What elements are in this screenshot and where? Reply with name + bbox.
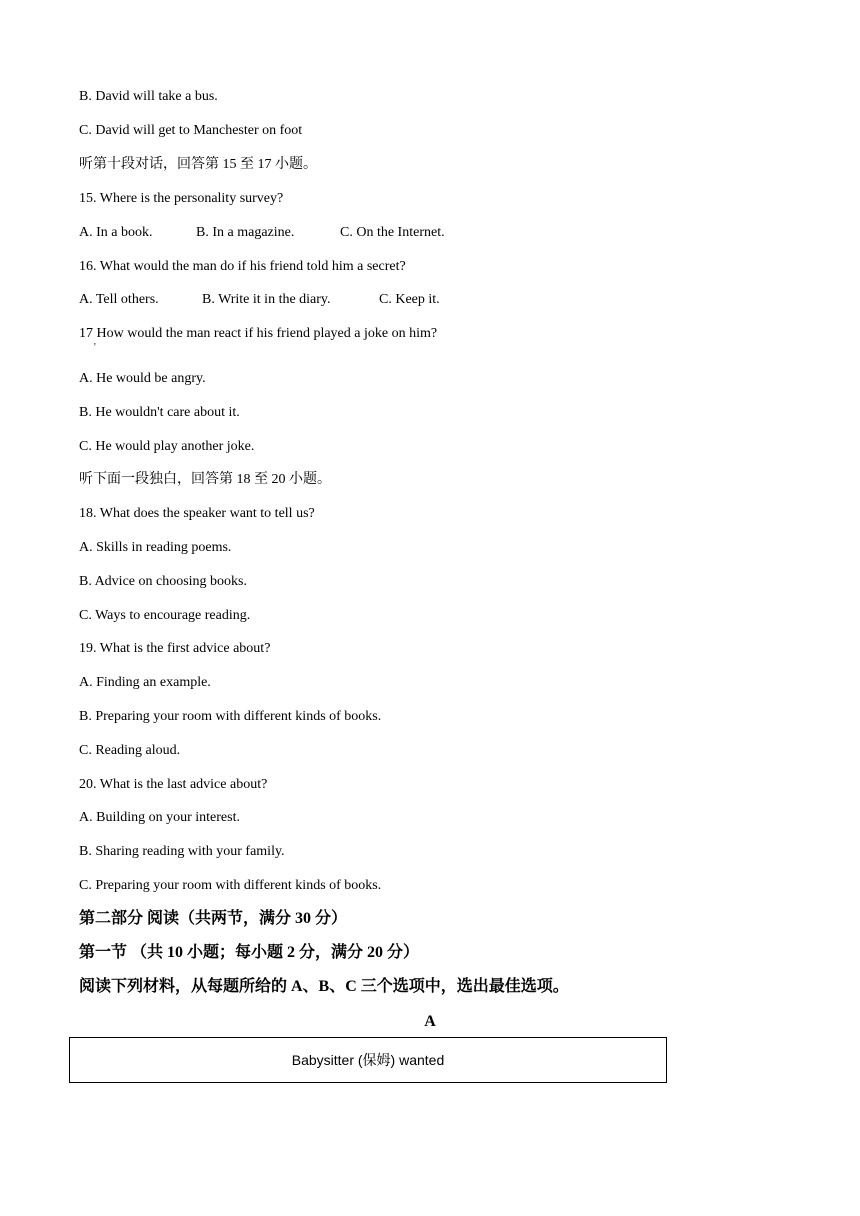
question-17-dot: ' [94,342,96,353]
option-18a: A. Skills in reading poems. [79,540,232,555]
option-17c: C. He would play another joke. [79,439,255,454]
question-16: 16. What would the man do if his friend told him a secret? [79,259,406,274]
option-16b: B. Write it in the diary. [202,292,331,307]
ad-box [69,1037,667,1083]
option-16a: A. Tell others. [79,292,159,307]
section-1-heading: 第一节 （共 10 小题；每小题 2 分，满分 20 分） [79,944,420,961]
option-14c: C. David will get to Manchester on foot [79,123,303,138]
option-19c: C. Reading aloud. [79,743,181,758]
option-18b: B. Advice on choosing books. [79,574,247,589]
part-2-heading: 第二部分 阅读（共两节，满分 30 分） [79,910,348,927]
option-17a: A. He would be angry. [79,371,206,386]
option-15c: C. On the Internet. [340,225,445,240]
option-19b: B. Preparing your room with different kinds of books. [79,709,382,724]
option-15b: B. In a magazine. [196,225,295,240]
reading-instruction: 阅读下列材料，从每题所给的 A、B、C 三个选项中，选出最佳选项。 [79,978,569,995]
option-14b: B. David will take a bus. [79,89,218,104]
monologue-instruction: 听下面一段独白，回答第 18 至 20 小题。 [79,472,331,487]
option-17b: B. He wouldn't care about it. [79,405,240,420]
question-19: 19. What is the first advice about? [79,641,271,656]
options-15 [79,224,445,242]
option-18c: C. Ways to encourage reading. [79,608,251,623]
question-18: 18. What does the speaker want to tell us? [79,506,315,521]
option-15a: A. In a book. [79,225,153,240]
dialog-10-instruction: 听第十段对话，回答第 15 至 17 小题。 [79,157,317,172]
option-16c: C. Keep it. [379,292,440,307]
passage-label: A [424,1013,436,1030]
options-16 [79,291,440,309]
question-17: 17 How would the man react if his friend played a joke on him? [79,326,438,341]
option-20a: A. Building on your interest. [79,810,240,825]
option-20b: B. Sharing reading with your family. [79,844,285,859]
question-20: 20. What is the last advice about? [79,777,268,792]
option-20c: C. Preparing your room with different kinds of books. [79,878,382,893]
question-15: 15. Where is the personality survey? [79,191,284,206]
ad-title: Babysitter (保姆) wanted [291,1052,445,1068]
option-19a: A. Finding an example. [79,675,211,690]
